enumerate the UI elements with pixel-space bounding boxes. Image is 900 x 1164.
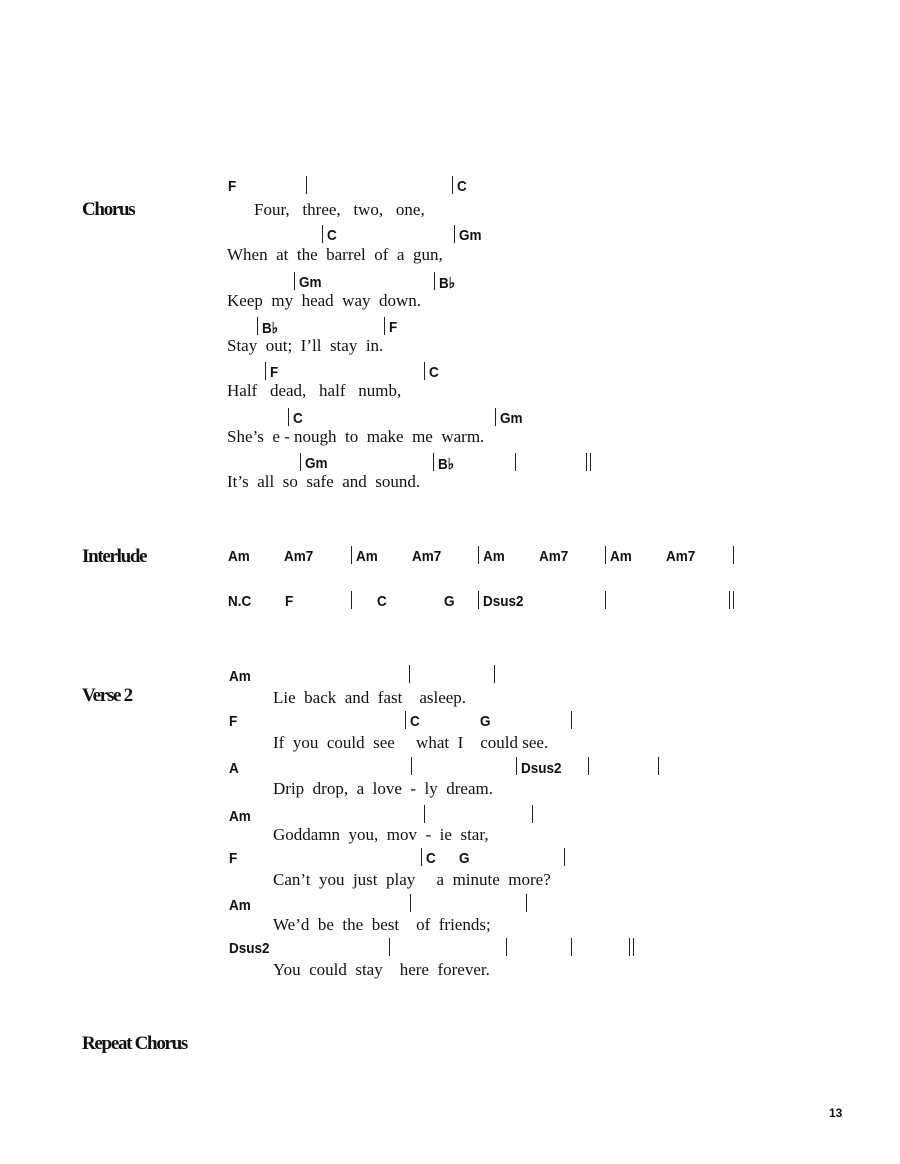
bar-line (571, 938, 572, 956)
chord: C (377, 593, 387, 610)
lyric-line: Goddamn you, mov - ie star, (273, 825, 489, 844)
bar-line (526, 894, 527, 912)
chord: G (459, 850, 470, 867)
bar-line (405, 711, 406, 729)
bar-line (588, 757, 589, 775)
section-label-verse-2: Verse 2 (82, 685, 132, 706)
bar-line (424, 805, 425, 823)
section-label-interlude: Interlude (82, 546, 147, 567)
bar-line (506, 938, 507, 956)
chord: Am7 (412, 548, 442, 565)
lyric-line: We’d be the best of friends; (273, 915, 491, 934)
bar-line (421, 848, 422, 866)
chord: Am (229, 897, 251, 914)
page-number: 13 (829, 1106, 843, 1120)
chord: F (229, 713, 238, 730)
section-label-chorus: Chorus (82, 199, 135, 220)
chord: C (426, 850, 436, 867)
bar-line (532, 805, 533, 823)
chord: Gm (459, 227, 482, 244)
chord: F (285, 593, 294, 610)
chord: Am (483, 548, 505, 565)
chord: Am7 (284, 548, 314, 565)
chord: C (327, 227, 337, 244)
chord: Am7 (539, 548, 569, 565)
lyric-line: Drip drop, a love - ly dream. (273, 779, 493, 798)
chord: F (228, 178, 237, 195)
chord: Am7 (666, 548, 696, 565)
chord: Am (228, 548, 250, 565)
lyric-line: She’s e - nough to make me warm. (227, 427, 485, 446)
chord: Am (229, 668, 251, 685)
lyric-line: Keep my head way down. (227, 291, 422, 310)
chord: Am (610, 548, 632, 565)
chord: B♭ (438, 456, 455, 473)
chord: Gm (305, 455, 328, 472)
bar-line (389, 938, 390, 956)
chord: G (480, 713, 491, 730)
lyric-line: Lie back and fast asleep. (273, 688, 467, 707)
bar-line (658, 757, 659, 775)
lyric-line: It’s all so safe and sound. (227, 472, 421, 491)
lyric-line: Stay out; I’ll stay in. (227, 336, 384, 355)
bar-line (410, 894, 411, 912)
chord: Dsus2 (229, 940, 270, 957)
lyric-line: Can’t you just play a minute more? (273, 870, 551, 889)
lyric-line: Half dead, half numb, (227, 381, 402, 400)
chord: B♭ (439, 275, 456, 292)
lyric-line: When at the barrel of a gun, (227, 245, 443, 264)
section-label-repeat-chorus: Repeat Chorus (82, 1033, 188, 1054)
bar-line (571, 711, 572, 729)
bar-line (516, 757, 517, 775)
chord: F (229, 850, 238, 867)
chord: F (389, 319, 398, 336)
bar-line (411, 757, 412, 775)
chord: N.C (228, 593, 252, 610)
chord: C (429, 364, 439, 381)
chord: G (444, 593, 455, 610)
final-bar-line (629, 938, 634, 956)
chord: Gm (500, 410, 523, 427)
bar-line (494, 665, 495, 683)
lyric-line: You could stay here forever. (273, 960, 490, 979)
chord: F (270, 364, 279, 381)
bar-line (409, 665, 410, 683)
chord: C (293, 410, 303, 427)
lyric-line: If you could see what I could see. (273, 733, 549, 752)
chord: A (229, 760, 239, 777)
lyric-line: Four, three, two, one, (254, 200, 425, 219)
chord: C (457, 178, 467, 195)
chord: Dsus2 (521, 760, 562, 777)
chord: Am (356, 548, 378, 565)
bar-line (564, 848, 565, 866)
chord: C (410, 713, 420, 730)
chord: Am (229, 808, 251, 825)
chord: B♭ (262, 320, 279, 337)
chord: Dsus2 (483, 593, 524, 610)
chord: Gm (299, 274, 322, 291)
